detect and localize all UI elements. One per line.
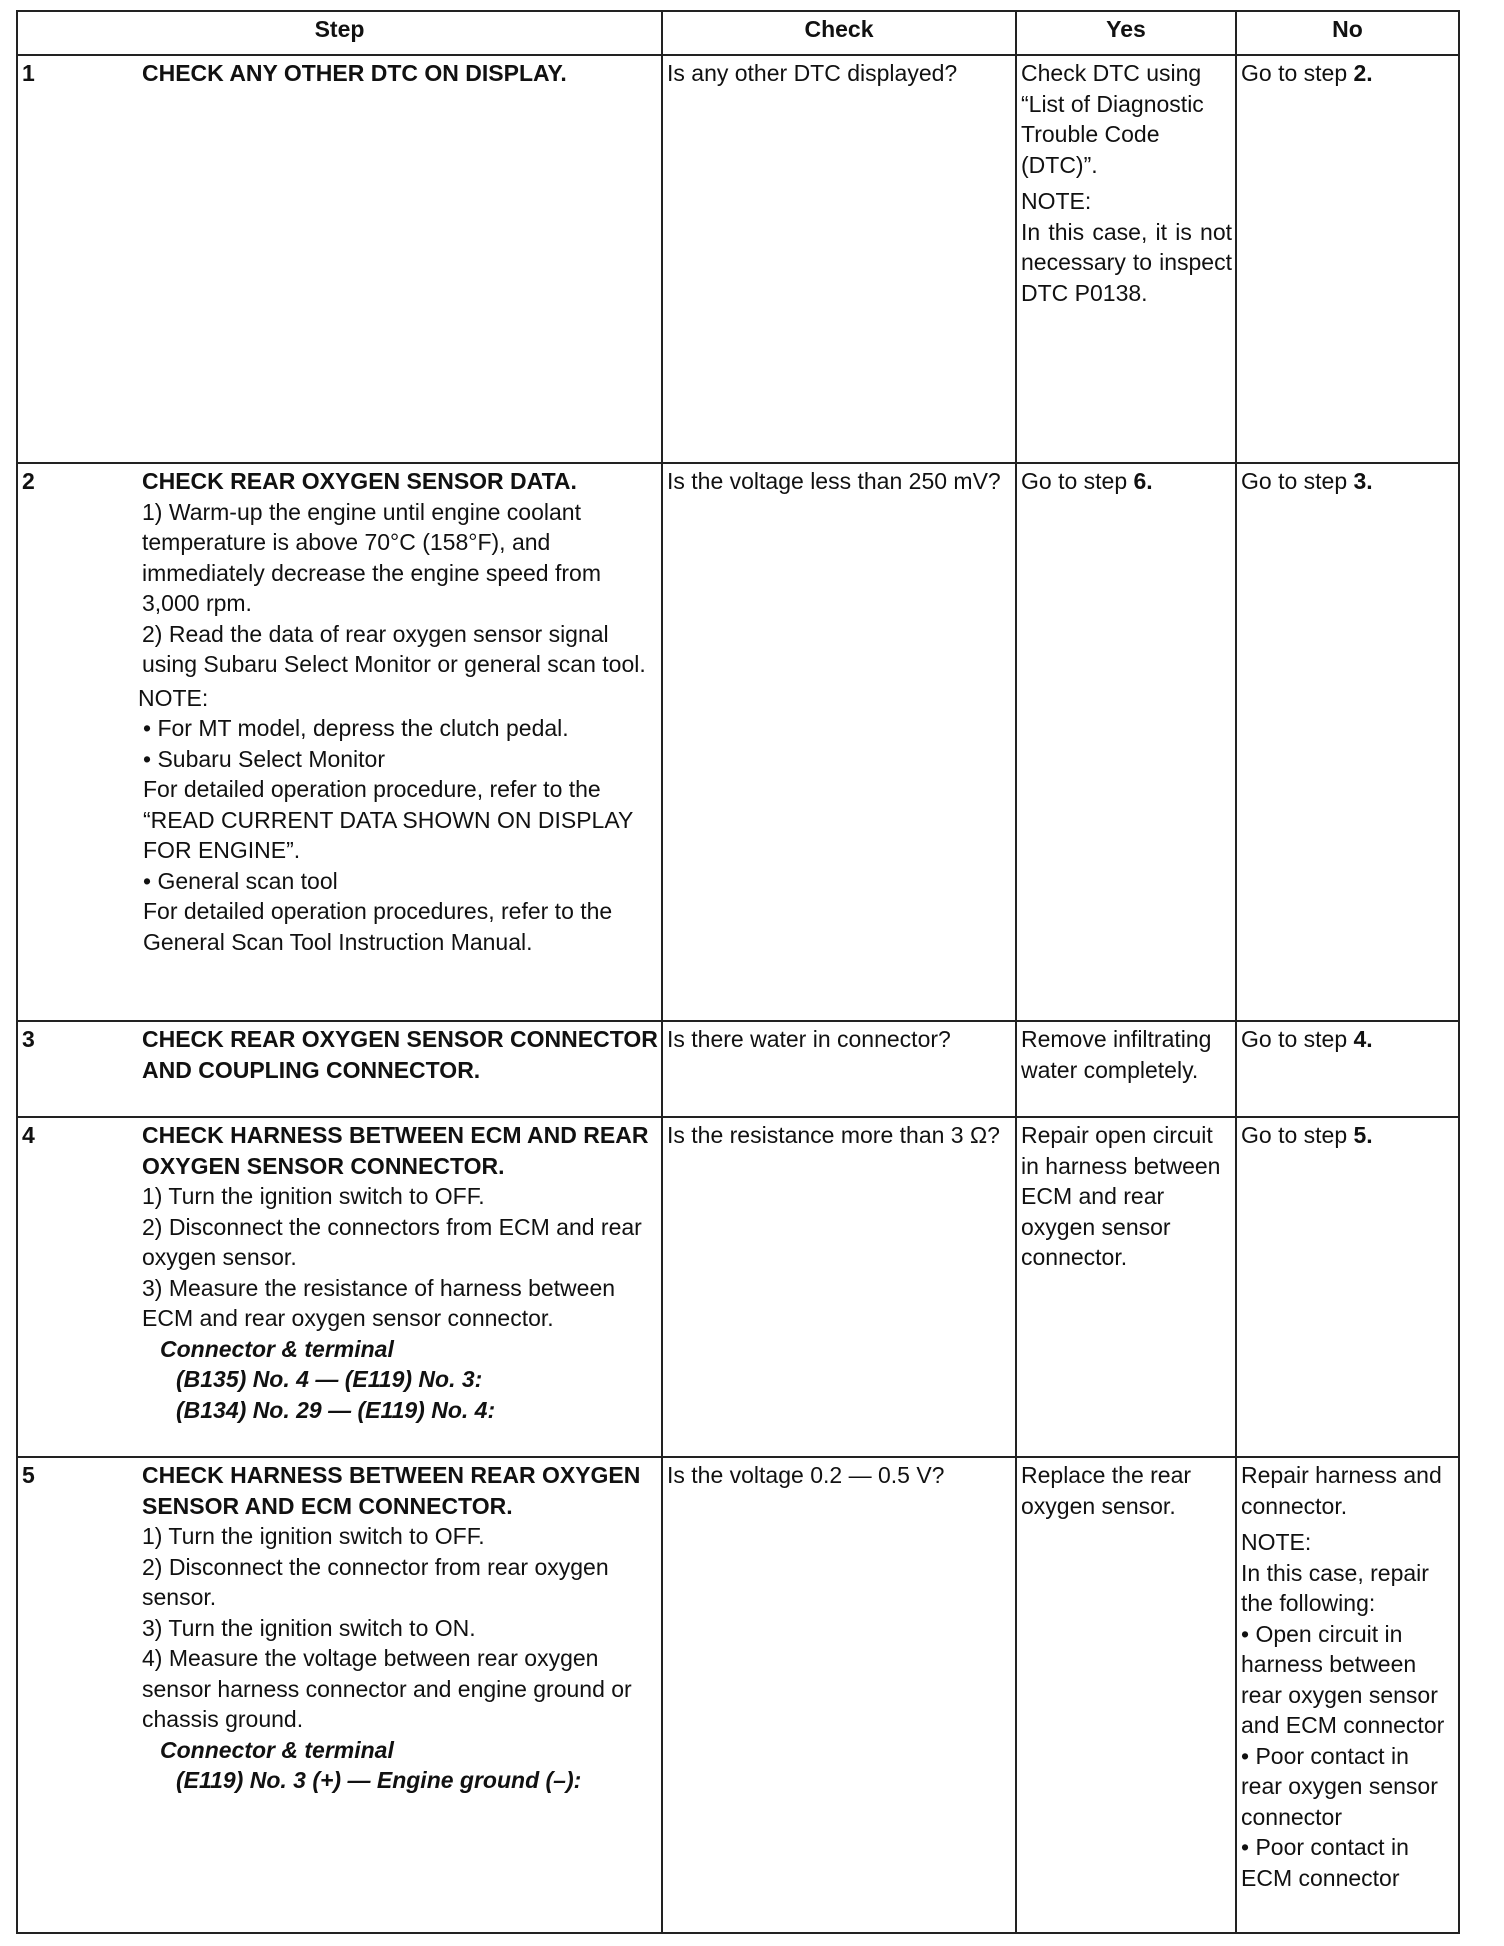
step-title: CHECK HARNESS BETWEEN ECM AND REAR OXYGEN SENSOR CONNECTOR. bbox=[142, 1122, 649, 1179]
note-item: • For MT model, depress the clutch pedal. bbox=[143, 715, 569, 741]
connector-line: (B134) No. 29 — (E119) No. 4: bbox=[176, 1396, 496, 1423]
no-cell bbox=[1236, 1457, 1459, 1933]
diagnostic-table bbox=[16, 10, 1460, 1934]
no-step: 2. bbox=[1353, 60, 1373, 86]
no-cell bbox=[1236, 463, 1459, 1021]
note-block bbox=[138, 683, 658, 958]
table-row bbox=[17, 55, 1459, 463]
no-step: 3. bbox=[1353, 468, 1373, 494]
note-item: • General scan tool bbox=[143, 867, 338, 894]
step-cell bbox=[17, 1457, 662, 1933]
check-cell: Is there water in connector? bbox=[662, 1021, 1016, 1117]
yes-cell bbox=[1016, 463, 1236, 1021]
no-step: 4. bbox=[1353, 1026, 1373, 1052]
note-item: • Subaru Select Monitor bbox=[143, 745, 386, 772]
step-title: CHECK HARNESS BETWEEN REAR OXYGEN SENSOR AND ECM CONNECTOR. bbox=[142, 1462, 641, 1519]
table-row bbox=[17, 1117, 1459, 1457]
no-note-label: NOTE: bbox=[1241, 1529, 1312, 1555]
step-title: CHECK REAR OXYGEN SENSOR DATA. bbox=[142, 468, 577, 494]
yes-cell: Replace the rear oxygen sensor. bbox=[1016, 1457, 1236, 1933]
no-item: • Poor contact in rear oxygen sensor connector bbox=[1241, 1742, 1438, 1830]
check-cell: Is the voltage less than 250 mV? bbox=[662, 463, 1016, 1021]
table-row bbox=[17, 1457, 1459, 1933]
note-item: For detailed operation procedure, refer to the “READ CURRENT DATA SHOWN ON DISPLAY FOR ENGINE”. bbox=[143, 776, 633, 863]
instruction-line: 3) Turn the ignition switch to ON. bbox=[142, 1614, 476, 1641]
yes-cell bbox=[1016, 55, 1236, 463]
no-text: Repair harness and connector. bbox=[1241, 1462, 1442, 1519]
step-number: 4 bbox=[22, 1122, 35, 1148]
no-cell bbox=[1236, 55, 1459, 463]
step-title: CHECK REAR OXYGEN SENSOR CONNECTOR AND COUPLING CONNECTOR. bbox=[142, 1026, 658, 1083]
no-item: • Open circuit in harness between rear oxygen sensor and ECM connector bbox=[1241, 1620, 1445, 1738]
header-yes: Yes bbox=[1016, 11, 1236, 55]
no-prefix: Go to step bbox=[1241, 468, 1354, 494]
instruction-line: 4) Measure the voltage between rear oxygen sensor harness connector and engine ground or chassis ground. bbox=[142, 1645, 632, 1732]
no-prefix: Go to step bbox=[1241, 60, 1354, 86]
connector-line: (B135) No. 4 — (E119) No. 3: bbox=[176, 1366, 483, 1392]
check-cell: Is the voltage 0.2 — 0.5 V? bbox=[662, 1457, 1016, 1933]
no-item: • Poor contact in ECM connector bbox=[1241, 1834, 1409, 1891]
yes-step: 6. bbox=[1133, 468, 1153, 494]
step-number: 5 bbox=[22, 1462, 35, 1488]
step-number: 2 bbox=[22, 468, 35, 494]
no-step: 5. bbox=[1353, 1122, 1373, 1148]
no-cell bbox=[1236, 1021, 1459, 1117]
table-header-row bbox=[17, 11, 1459, 55]
no-cell bbox=[1236, 1117, 1459, 1457]
instruction-line: 2) Read the data of rear oxygen sensor signal using Subaru Select Monitor or general scan tool. bbox=[142, 620, 646, 677]
note-label: NOTE: bbox=[138, 684, 209, 711]
no-prefix: Go to step bbox=[1241, 1026, 1354, 1052]
step-cell bbox=[17, 1117, 662, 1457]
note-item: For detailed operation procedures, refer to the General Scan Tool Instruction Manual. bbox=[143, 898, 613, 955]
yes-note: In this case, it is not necessary to inspect DTC P0138. bbox=[1021, 218, 1232, 306]
step-number: 3 bbox=[22, 1026, 35, 1052]
no-prefix: Go to step bbox=[1241, 1122, 1354, 1148]
connector-line: (E119) No. 3 (+) — Engine ground (–): bbox=[176, 1767, 582, 1793]
table-row bbox=[17, 463, 1459, 1021]
yes-cell: Remove infiltrating water completely. bbox=[1016, 1021, 1236, 1117]
yes-cell: Repair open circuit in harness between ECM and rear oxygen sensor connector. bbox=[1016, 1117, 1236, 1457]
no-note: In this case, repair the following: bbox=[1241, 1559, 1429, 1616]
step-cell bbox=[17, 55, 662, 463]
instruction-line: 1) Turn the ignition switch to OFF. bbox=[142, 1183, 485, 1209]
connector-title: Connector & terminal bbox=[160, 1335, 394, 1362]
instruction-line: 3) Measure the resistance of harness between ECM and rear oxygen sensor connector. bbox=[142, 1274, 616, 1331]
table-row bbox=[17, 1021, 1459, 1117]
check-cell: Is the resistance more than 3 Ω? bbox=[662, 1117, 1016, 1457]
instruction-line: 1) Turn the ignition switch to OFF. bbox=[142, 1523, 485, 1549]
yes-prefix: Go to step bbox=[1021, 468, 1134, 494]
step-cell bbox=[17, 1021, 662, 1117]
header-check: Check bbox=[662, 11, 1016, 55]
step-number: 1 bbox=[22, 60, 35, 86]
connector-title: Connector & terminal bbox=[160, 1736, 394, 1763]
yes-text: Check DTC using “List of Diagnostic Trouble Code (DTC)”. bbox=[1021, 60, 1204, 178]
instruction-line: 1) Warm-up the engine until engine coolant temperature is above 70°C (158°F), and immediately decrease the engine speed from 3,000 rpm. bbox=[142, 498, 601, 616]
instruction-line: 2) Disconnect the connector from rear oxygen sensor. bbox=[142, 1553, 609, 1610]
instruction-line: 2) Disconnect the connectors from ECM and rear oxygen sensor. bbox=[142, 1213, 642, 1270]
header-no: No bbox=[1236, 11, 1459, 55]
header-step: Step bbox=[17, 11, 662, 55]
step-title: CHECK ANY OTHER DTC ON DISPLAY. bbox=[142, 60, 567, 86]
yes-note-label: NOTE: bbox=[1021, 188, 1092, 214]
step-cell bbox=[17, 463, 662, 1021]
check-cell: Is any other DTC displayed? bbox=[662, 55, 1016, 463]
